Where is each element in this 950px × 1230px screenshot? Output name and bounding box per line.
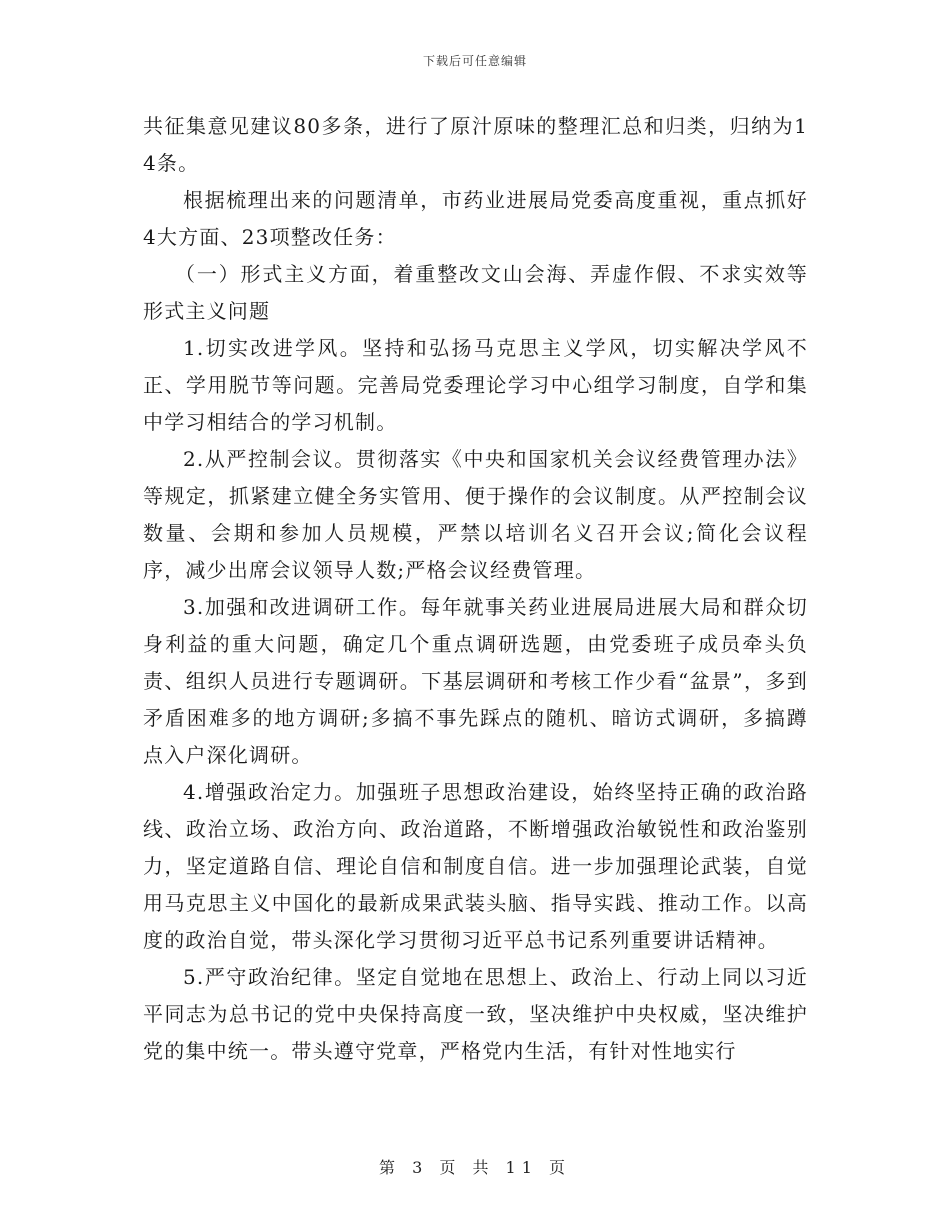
- paragraph-item-4: 4.增强政治定力。加强班子思想政治建设，始终坚持正确的政治路线、政治立场、政治方向、政治道路，不断增强政治敏锐性和政治鉴别力，坚定道路自信、理论自信和制度自信。进一步加强理论武装，自觉用马克思主义中国化的最新成果武装头脑、指导实践、推动工作。以高度的政治自觉，带头深化学习贯彻习近平总书记系列重要讲话精神。: [143, 780, 808, 952]
- paragraph-item-3: 3.加强和改进调研工作。每年就事关药业进展局进展大局和群众切身利益的重大问题，确定几个重点调研选题，由党委班子成员牵头负责、组织人员进行专题调研。下基层调研和考核工作少看“盆景”，多到矛盾困难多的地方调研;多搞不事先踩点的随机、暗访式调研，多搞蹲点入户深化调研。: [143, 595, 808, 767]
- paragraph-item-5: 5.严守政治纪律。坚定自觉地在思想上、政治上、行动上同以习近平同志为总书记的党中央保持高度一致，坚决维护中央权威，坚决维护党的集中统一。带头遵守党章，严格党内生活，有针对性地实行: [143, 965, 808, 1063]
- paragraph-continuation: 共征集意见建议80多条，进行了原汁原味的整理汇总和归类，归纳为14条。: [143, 114, 808, 175]
- paragraph-intro: 根据梳理出来的问题清单，市药业进展局党委高度重视，重点抓好4大方面、23项整改任务：: [143, 188, 808, 249]
- page-footer: 第 3 页 共 11 页: [379, 1158, 571, 1177]
- section-heading-formalism: （一）形式主义方面，着重整改文山会海、弄虚作假、不求实效等形式主义问题: [143, 262, 808, 323]
- document-body: [143, 108, 808, 1070]
- paragraph-item-2: 2.从严控制会议。贯彻落实《中央和国家机关会议经费管理办法》等规定，抓紧建立健全务实管用、便于操作的会议制度。从严控制会议数量、会期和参加人员规模，严禁以培训名义召开会议;简化会议程序，减少出席会议领导人数;严格会议经费管理。: [143, 447, 808, 582]
- paragraph-item-1: 1.切实改进学风。坚持和弘扬马克思主义学风，切实解决学风不正、学用脱节等问题。完善局党委理论学习中心组学习制度，自学和集中学习相结合的学习机制。: [143, 336, 808, 434]
- page-header: 下载后可任意编辑: [422, 54, 527, 68]
